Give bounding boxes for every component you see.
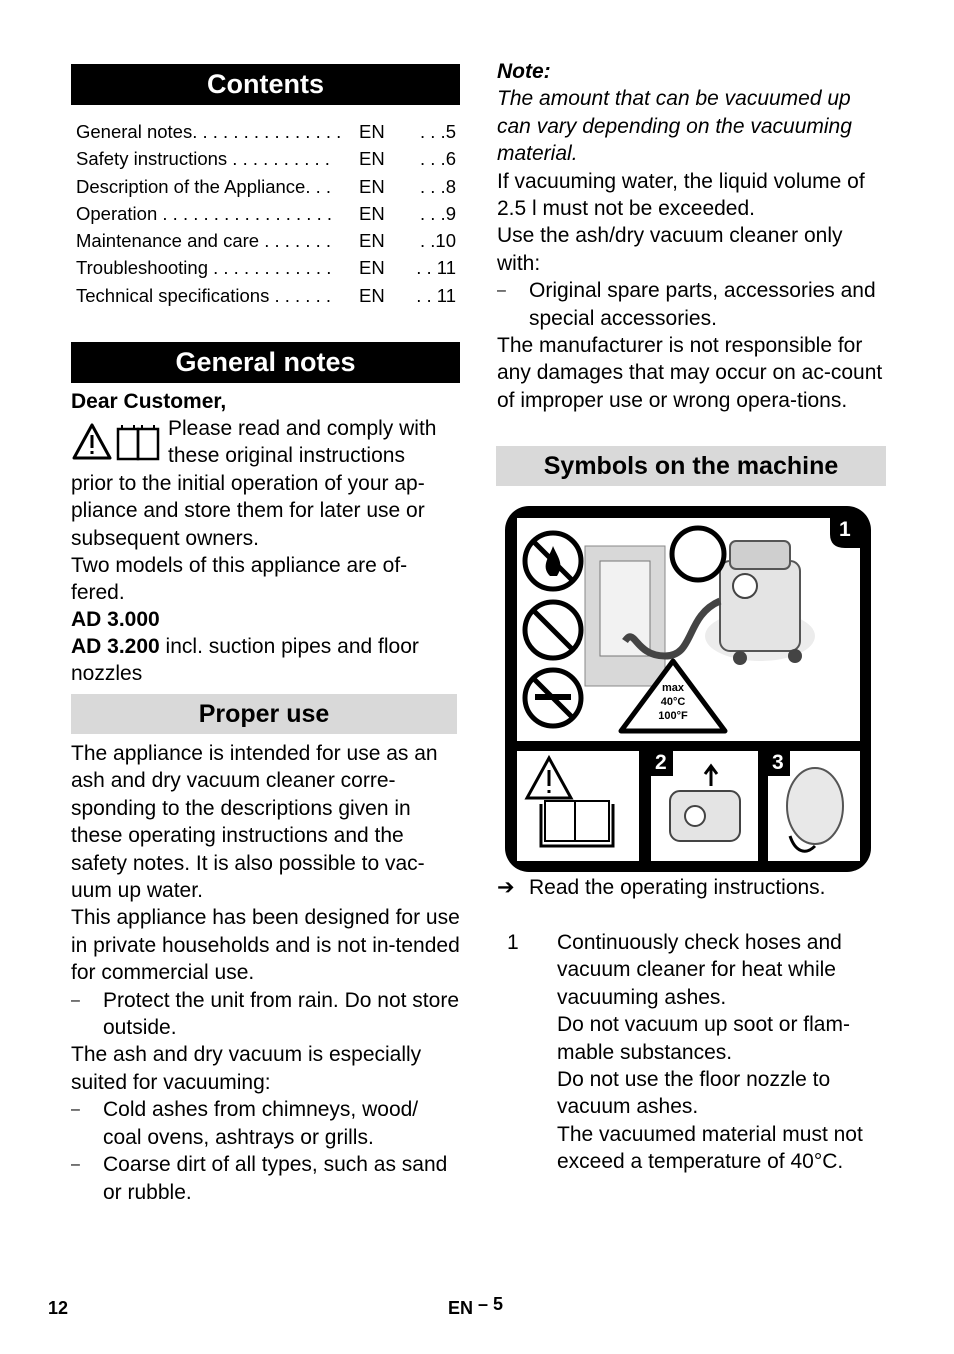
- toc-page: . . .9: [420, 202, 456, 224]
- dash: –: [497, 282, 506, 300]
- toc-row: [76, 200, 456, 227]
- symbol-item-number: 1: [507, 931, 519, 954]
- proper-use-p2: This appliance has been designed for use in private households and is not in-tended for commercial use.: [71, 906, 460, 985]
- note-p3: The manufacturer is not responsible for any damages that may occur on ac-count of improper use or wrong opera-tions.: [497, 334, 883, 412]
- toc-lang: EN: [359, 148, 385, 170]
- toc-lang: EN: [359, 202, 385, 224]
- table-of-contents: [76, 118, 456, 309]
- panel-3-label: 3: [772, 751, 784, 774]
- list-item-text: Original spare parts, accessories and special accessories.: [529, 279, 876, 330]
- toc-page: . . .5: [420, 121, 456, 142]
- footer-section: [448, 1294, 504, 1319]
- symbol-item-line-3: Do not use the floor nozzle to vacuum ashes.: [557, 1068, 831, 1119]
- note-block: [497, 58, 887, 414]
- page-number: 12: [48, 1298, 69, 1318]
- toc-row: [76, 227, 456, 254]
- intro-line-1: Please read and comply with: [168, 417, 437, 440]
- model-ad-3200-desc: incl. suction pipes and floor nozzles: [71, 635, 419, 686]
- footer-section-page: – 5: [478, 1294, 504, 1314]
- list-item: [71, 987, 460, 1042]
- toc-row: [76, 118, 456, 145]
- model-ad-3000: AD 3.000: [71, 608, 160, 631]
- toc-title: Maintenance and care . . . . . . .: [76, 230, 332, 252]
- symbol-item-line-1: Continuously check hoses and vacuum cleaner for heat while vacuuming ashes.: [557, 931, 842, 1009]
- symbols-heading: Symbols on the machine: [496, 446, 886, 486]
- contents-heading: Contents: [71, 64, 460, 105]
- toc-page: . . .8: [420, 175, 456, 197]
- warning-manual-icon: [72, 423, 162, 463]
- arrow-right-icon: ➔: [497, 876, 515, 899]
- toc-page: . .10: [420, 230, 456, 252]
- list-item: [497, 277, 887, 332]
- toc-row: [76, 173, 456, 200]
- toc-title: General notes. . . . . . . . . . . . . . .: [76, 121, 342, 142]
- panel-1-label: 1: [839, 518, 851, 541]
- model-ad-3200: [71, 633, 460, 688]
- list-item-text: Coarse dirt of all types, such as sand or rubble.: [103, 1153, 448, 1204]
- dash: –: [71, 1156, 80, 1174]
- proper-use-p1: The appliance is intended for use as an ash and dry vacuum cleaner corre-sponding to the descriptions given in these operating instructions and the safety notes. It is also possible to vac-uum up water.: [71, 742, 438, 903]
- proper-use-p3: The ash and dry vacuum is especially suited for vacuuming:: [71, 1043, 422, 1094]
- read-instructions-text: Read the operating instructions.: [529, 876, 826, 899]
- toc-row: [76, 145, 456, 172]
- proper-use-heading: Proper use: [71, 694, 457, 734]
- models-text: Two models of this appliance are of-fered.: [71, 554, 408, 605]
- toc-page: . . .6: [420, 148, 456, 170]
- dash: –: [71, 991, 80, 1009]
- toc-title: Safety instructions . . . . . . . . . .: [76, 148, 330, 170]
- list-item: [71, 1151, 460, 1206]
- intro-text: prior to the initial operation of your ap-pliance and store them for later use or subsequent owners.: [71, 472, 425, 550]
- list-item-text: Cold ashes from chimneys, wood/ coal ovens, ashtrays or grills.: [103, 1098, 419, 1149]
- toc-row: [76, 282, 456, 309]
- toc-lang: EN: [359, 175, 385, 197]
- toc-lang: EN: [359, 257, 385, 279]
- dash: –: [71, 1101, 80, 1119]
- toc-lang: EN: [359, 230, 385, 252]
- symbol-item-1: [497, 929, 887, 1176]
- toc-lang: EN: [359, 121, 385, 142]
- note-p2: Use the ash/dry vacuum cleaner only with:: [497, 224, 843, 275]
- read-instructions-row: [497, 874, 887, 901]
- toc-page: . . 11: [416, 284, 456, 306]
- symbol-item-line-2: Do not vacuum up soot or flam-mable substances.: [557, 1013, 850, 1064]
- proper-use-body: [71, 740, 460, 1206]
- toc-title: Description of the Appliance. . .: [76, 175, 332, 197]
- toc-row: [76, 254, 456, 281]
- machine-symbols-illustration: [505, 506, 871, 872]
- toc-title: Operation . . . . . . . . . . . . . . . . .: [76, 202, 333, 224]
- toc-title: Technical specifications . . . . . .: [76, 284, 331, 306]
- note-p1: If vacuuming water, the liquid volume of 2.5 l must not be exceeded.: [497, 169, 865, 221]
- note-text: The amount that can be vacuumed up can vary depending on the vacuuming material.: [497, 87, 852, 166]
- general-notes-heading: General notes: [71, 342, 460, 383]
- temp-celsius-label: 40°C: [660, 696, 686, 708]
- list-item-text: Protect the unit from rain. Do not store outside.: [103, 988, 459, 1040]
- dear-customer: Dear Customer,: [71, 390, 227, 413]
- footer-lang: EN: [448, 1298, 474, 1318]
- intro-line-2: these original instructions: [168, 444, 405, 467]
- list-item: [71, 1096, 460, 1151]
- toc-title: Troubleshooting . . . . . . . . . . . .: [76, 257, 332, 279]
- temp-fahrenheit-label: 100°F: [658, 710, 688, 722]
- toc-page: . . 11: [416, 257, 456, 279]
- toc-lang: EN: [359, 284, 385, 306]
- panel-2-label: 2: [655, 751, 667, 774]
- note-label: Note:: [497, 60, 551, 83]
- model-ad-3200-name: AD 3.200: [71, 635, 160, 658]
- temp-max-label: max: [661, 682, 685, 694]
- symbol-item-line-4: The vacuumed material must not exceed a temperature of 40°C.: [557, 1122, 863, 1174]
